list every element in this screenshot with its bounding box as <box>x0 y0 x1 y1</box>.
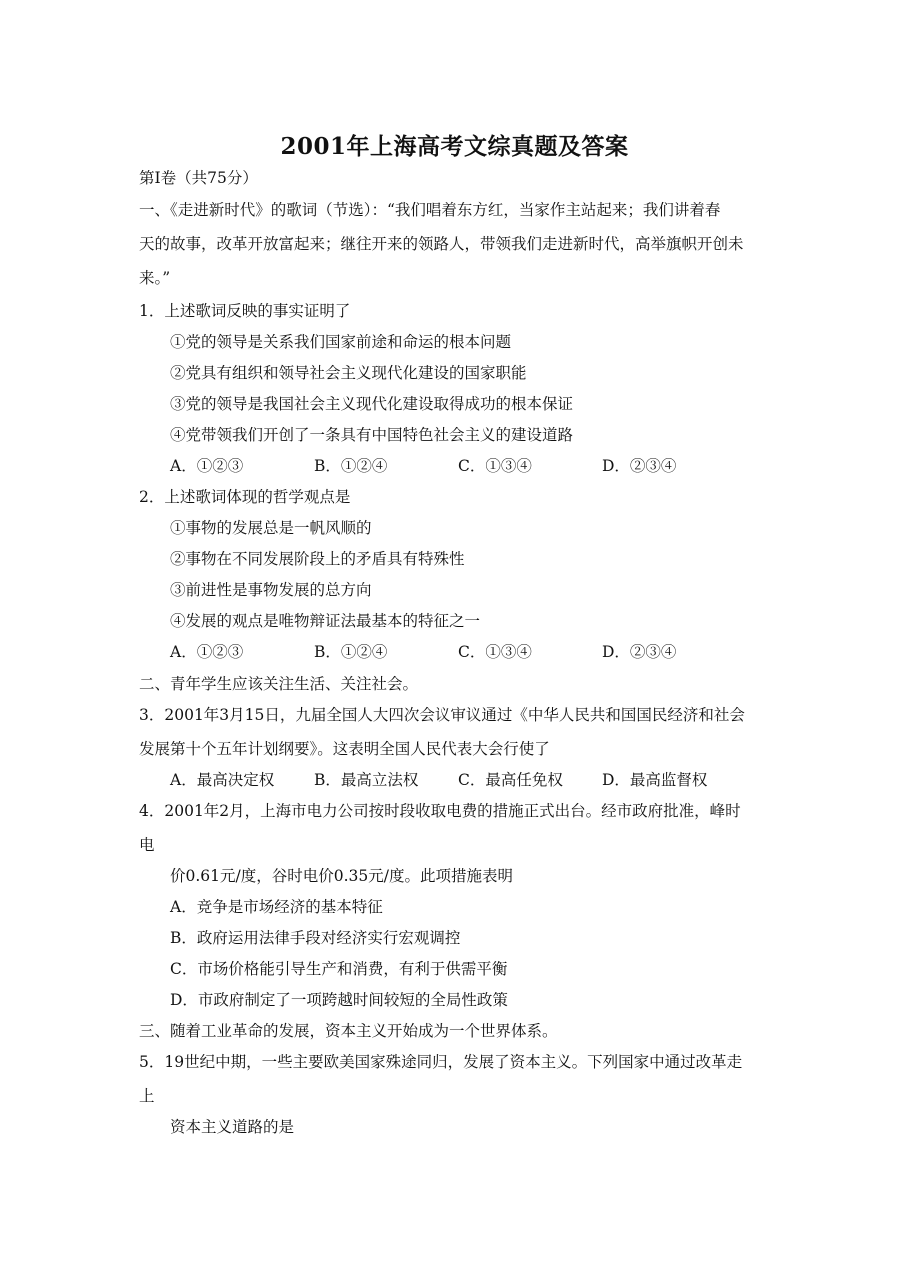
question-2-item-3: ③前进性是事物发展的总方向 <box>170 581 372 599</box>
section-3-heading: 三、随着工业革命的发展，资本主义开始成为一个世界体系。 <box>139 1022 558 1040</box>
question-4-option-c: C．市场价格能引导生产和消费，有利于供需平衡 <box>170 960 508 978</box>
question-3-option-a: A．最高决定权 <box>170 771 275 789</box>
question-1-item-1: ①党的领导是关系我们国家前途和命运的根本问题 <box>170 333 512 351</box>
question-1-stem: 1．上述歌词反映的事实证明了 <box>139 302 351 320</box>
question-3-option-b: B．最高立法权 <box>314 771 419 789</box>
section-2-heading: 二、青年学生应该关注生活、关注社会。 <box>139 675 419 693</box>
question-3-stem-line-1: 3．2001年3月15日，九届全国人大四次会议审议通过《中华人民共和国国民经济和社会 <box>139 706 745 724</box>
question-3-option-d: D．最高监督权 <box>602 771 708 789</box>
question-1-item-2: ②党具有组织和领导社会主义现代化建设的国家职能 <box>170 364 527 382</box>
section-1-intro-line-1: 一、《走进新时代》的歌词（节选）：“我们唱着东方红，当家作主站起来；我们讲着春 <box>139 201 721 219</box>
question-4-option-a: A．竞争是市场经济的基本特征 <box>170 898 383 916</box>
question-2-item-2: ②事物在不同发展阶段上的矛盾具有特殊性 <box>170 550 465 568</box>
question-1-item-4: ④党带领我们开创了一条具有中国特色社会主义的建设道路 <box>170 426 574 444</box>
question-5-stem-line-3: 资本主义道路的是 <box>170 1118 295 1136</box>
question-1-option-a: A．①②③ <box>170 457 244 475</box>
question-4-stem-line-1: 4．2001年2月，上海市电力公司按时段收取电费的措施正式出台。经市政府批准，峰时 <box>139 802 741 820</box>
question-5-stem-line-2: 上 <box>139 1087 155 1105</box>
question-2-item-4: ④发展的观点是唯物辩证法最基本的特征之一 <box>170 612 481 630</box>
question-2-option-c: C．①③④ <box>458 643 532 661</box>
document-title: 2001年上海高考文综真题及答案 <box>280 133 629 160</box>
section-1-intro-line-2: 天的故事，改革开放富起来；继往开来的领路人，带领我们走进新时代，高举旗帜开创未 <box>139 235 744 253</box>
part-heading: 第Ⅰ卷（共75分） <box>139 169 258 187</box>
question-2-option-a: A．①②③ <box>170 643 244 661</box>
question-3-stem-line-2: 发展第十个五年计划纲要》。这表明全国人民代表大会行使了 <box>139 740 550 758</box>
question-2-stem: 2．上述歌词体现的哲学观点是 <box>139 488 351 506</box>
question-1-item-3: ③党的领导是我国社会主义现代化建设取得成功的根本保证 <box>170 395 574 413</box>
question-3-option-c: C．最高任免权 <box>458 771 563 789</box>
question-1-option-d: D．②③④ <box>602 457 677 475</box>
question-4-stem-line-2: 电 <box>139 836 155 854</box>
question-2-option-d: D．②③④ <box>602 643 677 661</box>
question-4-stem-line-3: 价0.61元/度，谷时电价0.35元/度。此项措施表明 <box>170 867 513 885</box>
question-4-option-d: D．市政府制定了一项跨越时间较短的全局性政策 <box>170 991 508 1009</box>
question-2-option-b: B．①②④ <box>314 643 388 661</box>
question-1-option-c: C．①③④ <box>458 457 532 475</box>
question-2-item-1: ①事物的发展总是一帆风顺的 <box>170 519 372 537</box>
question-5-stem-line-1: 5．19世纪中期，一些主要欧美国家殊途同归，发展了资本主义。下列国家中通过改革走 <box>139 1053 743 1071</box>
question-4-option-b: B．政府运用法律手段对经济实行宏观调控 <box>170 929 461 947</box>
section-1-intro-line-3: 来。” <box>139 269 171 287</box>
question-1-option-b: B．①②④ <box>314 457 388 475</box>
